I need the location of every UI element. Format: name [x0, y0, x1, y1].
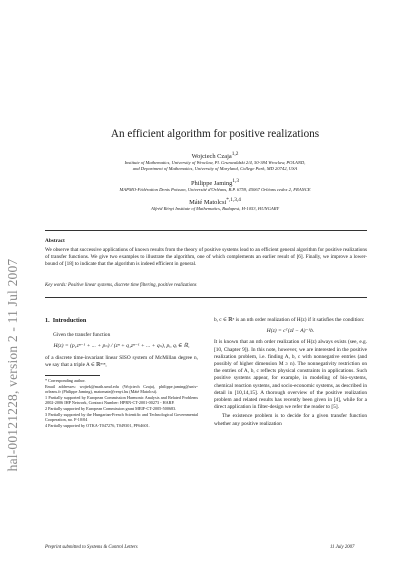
intro-text: Given the transfer function [53, 332, 111, 339]
abstract-bottom-rule [45, 297, 367, 298]
footnote-5: 4 Partially supported by OTKA-T047276, T049301, PF64601. [45, 422, 150, 428]
realization-equation: H(z) = cᵀ(zI − A)⁻¹b. [266, 328, 315, 335]
footnote-2: 1 Partially supported by European Commission Harmonic Analysis and Related Problems 2002-2006 IHP Network, Contract Number: HPRN-CT-2001-00273 - HARP. [45, 394, 198, 406]
paper-title: An efficient algorithm for positive realizations [110, 128, 320, 140]
footer-date: 11 July 2007 [330, 545, 355, 550]
right-paragraph-2: It is known that an nth order realization of H(z) always exists (see, e.g. [10, Chapter 9]). In this note, however, we are interested in the positive realization problem, i.e. finding A, b, c with nonnegative entries (and possibly of higher dimension M ≥ n). The nonnegativity restriction on the entries of A, b, c reflects physical constraints in applications. Such positive systems appear, for example, in modeling of bio-systems, chemical reaction systems, and socio-economic systems, as described in detail in [10,14,15]. A thorough overview of the positive realization problem and related results has recently been given in [4], while for a direct application in filter-design we refer the reader to [5]. [214, 339, 367, 411]
footer-journal: Preprint submitted to Systems & Control Letters [45, 545, 138, 550]
arxiv-side-stamp [2, 205, 24, 525]
affiliation-matolcsi: Alfréd Rényi Institute of Mathematics, Budapest, H-1053, HUNGARY [150, 206, 279, 211]
footnote-4: 3 Partially supported by the Hungarian-French Scientific and Technological Governmental Cooperation, no. F-10/04 [45, 411, 198, 423]
section-heading: 1. Introduction [45, 317, 87, 324]
abstract-text: We observe that successive applications of known results from the theory of positive systems lead to an efficient general algorithm for positive realizations of transfer functions. We give two examples to illustrate the algorithm, one of which complements an earlier result of [6]. Finally, we improve a lower-bound of [18] to indicate that the algorithm is indeed efficient in general. [45, 247, 367, 267]
left-column [45, 317, 198, 428]
footnote-rule [45, 375, 100, 376]
affiliation-jaming: MAPMO-Fédération Denis Poisson, Université d'Orléans, B.P. 6759, 45067 Orléans cedex 2, FRANCE [119, 187, 311, 192]
right-paragraph-3: The existence problem is to decide for a given transfer function whether any positive realization [214, 413, 367, 427]
arxiv-stamp-text: hal-00121228, version 2 - 11 Jul 2007 [5, 258, 20, 472]
right-column [214, 317, 367, 430]
affiliation-czaja: Institute of Mathematics, University of Wroclaw, Pl. Grunwaldzki 2/4, 50-384 Wroclaw, POLAND, and Department of Mathematics, University of Maryland, College Park, MD 20742, USA [124, 160, 306, 171]
author-czaja: Wojciech Czaja$^{1,2}$ [191, 151, 239, 161]
author-matolcsi: Máté Matolcsi$^{*,1,3,4}$ [189, 197, 241, 207]
transfer-function-equation: H(z) = (p₁zⁿ⁻¹ + ... + pₙ) / (zⁿ + q₁zⁿ⁻¹ + ... + qₙ), pᵢ, qᵢ ∈ ℝ, [53, 343, 190, 350]
footnote-1: Email addresses: wojtek@math.umd.edu (Wojciech Czaja), philippe.jaming@univ-orleans.fr (Philippe Jaming), matomate@renyi.hu (Máté Matolcsi). [45, 383, 198, 395]
footnote-0: * Corresponding author. [45, 378, 86, 384]
keywords: Key words: Positive linear systems, discrete time filtering, positive realizations [45, 283, 197, 288]
left-paragraph: of a discrete time-invariant linear SISO system of McMillan degree n, we say that a triple A ∈ ℝⁿˣⁿ, [45, 354, 198, 368]
right-paragraph-1: b, c ∈ ℝⁿ is an nth order realization of H(z) if it satisfies the condition: [214, 317, 365, 323]
abstract-heading: Abstract [45, 238, 65, 244]
author-jaming: Philippe Jaming$^{1,3}$ [190, 178, 240, 188]
footnote-3: 2 Partially supported by European Commission grant MEIF-CT-2005-500683. [45, 405, 177, 411]
abstract-top-rule [45, 230, 367, 231]
